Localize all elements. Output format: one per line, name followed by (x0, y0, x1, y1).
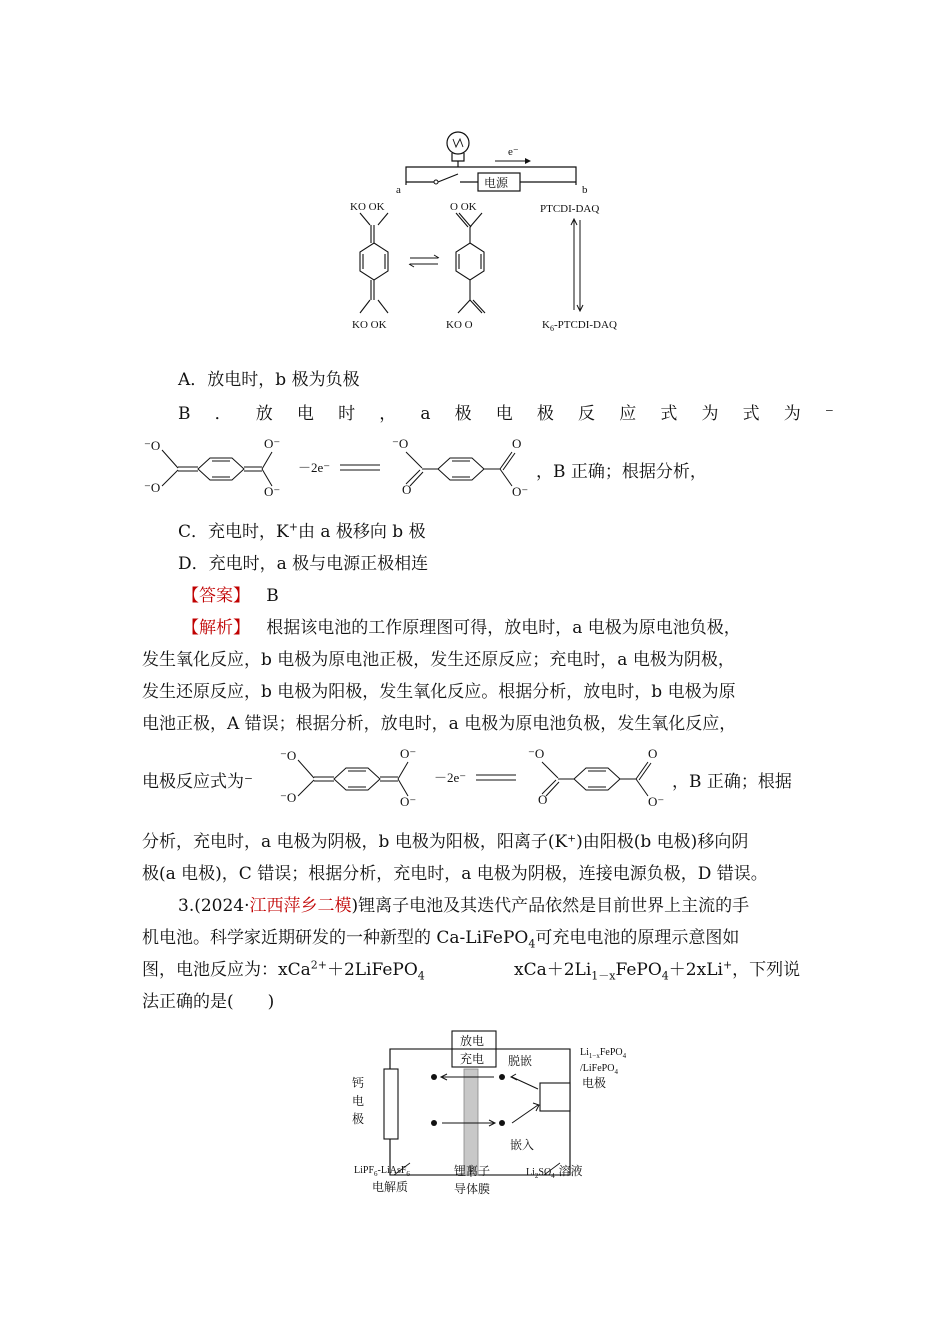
q3-line-1: 3.(2024·江西萍乡二模)锂离子电池及其迭代产品依然是目前世界上主流的手 (178, 896, 750, 916)
middle-top-substituents: O OK (450, 201, 477, 213)
svg-text:⁻O: ⁻O (280, 748, 297, 763)
svg-text:⁻O: ⁻O (144, 438, 161, 453)
discharge-label: 放电 (460, 1034, 485, 1048)
electrolyte-label-1: LiPF$_6$-LiAsF$_6$ (354, 1165, 410, 1178)
svg-text:O: O (538, 792, 548, 807)
analysis-line-5-tail: ，B 正确；根据 (672, 772, 792, 792)
lifepo4-label-2: /LiFePO$_4$ (580, 1063, 618, 1076)
charge-label: 充电 (460, 1052, 485, 1066)
electrode-b-label: b (582, 184, 588, 196)
analysis-line-1: 【解析】 根据该电池的工作原理图可得，放电时，a 电极为原电池负极， (182, 618, 741, 638)
answer-value: B (266, 586, 279, 606)
middle-bottom-substituents: KO O (446, 319, 473, 331)
svg-text:⁻O: ⁻O (392, 436, 409, 451)
equilibrium-arrows (409, 255, 439, 267)
membrane-label-2: 导体膜 (454, 1182, 491, 1196)
membrane-label-1: 锂离子 (454, 1164, 491, 1178)
svg-text:O⁻: O⁻ (264, 484, 281, 499)
analysis-line-7: 极(a 电极)，C 错误；根据分析，充电时，a 电极为阴极，连接电源负极，D 错误。 (142, 864, 768, 884)
svg-text:⁻O: ⁻O (528, 746, 545, 761)
option-b-line: B ． 放 电 时 ， a 极 电 极 反 应 式 为 式 为 ⁻ (178, 404, 834, 424)
analysis-line-6: 分析，充电时，a 电极为阴极，b 电极为阳极，阳离子(K⁺)由阳极(b 电极)移向阴 (142, 832, 749, 852)
bulb-icon (447, 132, 469, 161)
svg-text:O⁻: O⁻ (400, 794, 417, 809)
left-bottom-substituents: KO OK (352, 319, 387, 331)
analysis-line-2: 发生氧化反应，b 电极为原电池正极，发生还原反应；充电时，a 电极为阴极， (142, 650, 735, 670)
left-top-substituents: KO OK (350, 201, 385, 213)
electron-label: e⁻ (508, 146, 519, 158)
reaction-formula-1 (140, 432, 540, 502)
calcium-electrode (384, 1069, 398, 1139)
ptcdi-label: PTCDI-DAQ (540, 203, 600, 215)
lifepo4-label-1: $Li_{1-x}FePO_4$ (580, 1047, 627, 1060)
ptcdi-arrows (571, 219, 583, 311)
answer-line (182, 584, 279, 608)
option-c: C．充电时，K+由 a 极移向 b 极 (178, 520, 426, 542)
calcium-electrode-label: 钙电极 (352, 1076, 365, 1126)
q3-line-2: 机电池。科学家近期研发的一种新型的 Ca-LiFePO$_4$可充电电池的原理示意图如 (142, 928, 740, 951)
svg-text:O: O (648, 746, 658, 761)
q3-line-4: 法正确的是( ) (142, 992, 275, 1012)
li-ion-membrane (464, 1069, 478, 1175)
deintercalate-label: 脱嵌 (508, 1054, 533, 1068)
svg-text:－2e⁻: －2e⁻ (434, 770, 467, 785)
svg-text:O⁻: O⁻ (512, 484, 529, 499)
li2so4-label: $Li_2SO_4$ 溶液 (526, 1164, 583, 1180)
option-d: D．充电时，a 极与电源正极相连 (178, 554, 429, 574)
k6-ptcdi-label: $K_6-PTCDI$-DAQ (542, 319, 617, 333)
q3-line-3-left: 图，电池反应为：xCa$^{2+}$＋2LiFePO$_4$ (142, 958, 425, 983)
battery-diagram-2 (330, 1025, 670, 1205)
svg-text:O⁻: O⁻ (264, 436, 281, 451)
svg-text:⁻O: ⁻O (144, 480, 161, 495)
svg-text:⁻O: ⁻O (280, 790, 297, 805)
analysis-line-5-prefix: 电极反应式为⁻ (142, 772, 253, 792)
electrode-a-label: a (396, 184, 401, 196)
answer-tag: 【答案】 (182, 586, 250, 606)
q3-source: 江西萍乡二模 (249, 896, 352, 916)
svg-text:O: O (512, 436, 522, 451)
option-b-tail: ，B 正确；根据分析， (536, 462, 707, 482)
electrolyte-label-2: 电解质 (372, 1180, 409, 1194)
reaction-formula-2 (276, 742, 676, 812)
power-source-label: 电源 (484, 176, 509, 190)
lifepo4-electrode (540, 1083, 570, 1111)
middle-molecule (456, 213, 485, 313)
analysis-tag: 【解析】 (182, 618, 250, 638)
q3-line-3-right: $xCa+2Li_{1-x}FePO_4+2xLi^+$，下列说 (514, 958, 801, 983)
svg-text:O⁻: O⁻ (648, 794, 665, 809)
left-molecule (360, 213, 388, 313)
svg-text:O⁻: O⁻ (400, 746, 417, 761)
switch-icon (438, 174, 458, 182)
analysis-line-3: 发生还原反应，b 电极为阳极，发生氧化反应。根据分析，放电时，b 电极为原 (142, 682, 736, 702)
battery-diagram-1 (330, 125, 650, 340)
lifepo4-label-3: 电极 (582, 1076, 607, 1090)
svg-text:－2e⁻: －2e⁻ (298, 460, 331, 475)
svg-text:O: O (402, 482, 412, 497)
cell-container (390, 1049, 570, 1175)
option-a: A．放电时，b 极为负极 (178, 370, 360, 390)
analysis-line-4: 电池正极，A 错误；根据分析，放电时，a 电极为原电池负极，发生氧化反应， (142, 714, 737, 734)
intercalate-label: 嵌入 (510, 1138, 535, 1152)
